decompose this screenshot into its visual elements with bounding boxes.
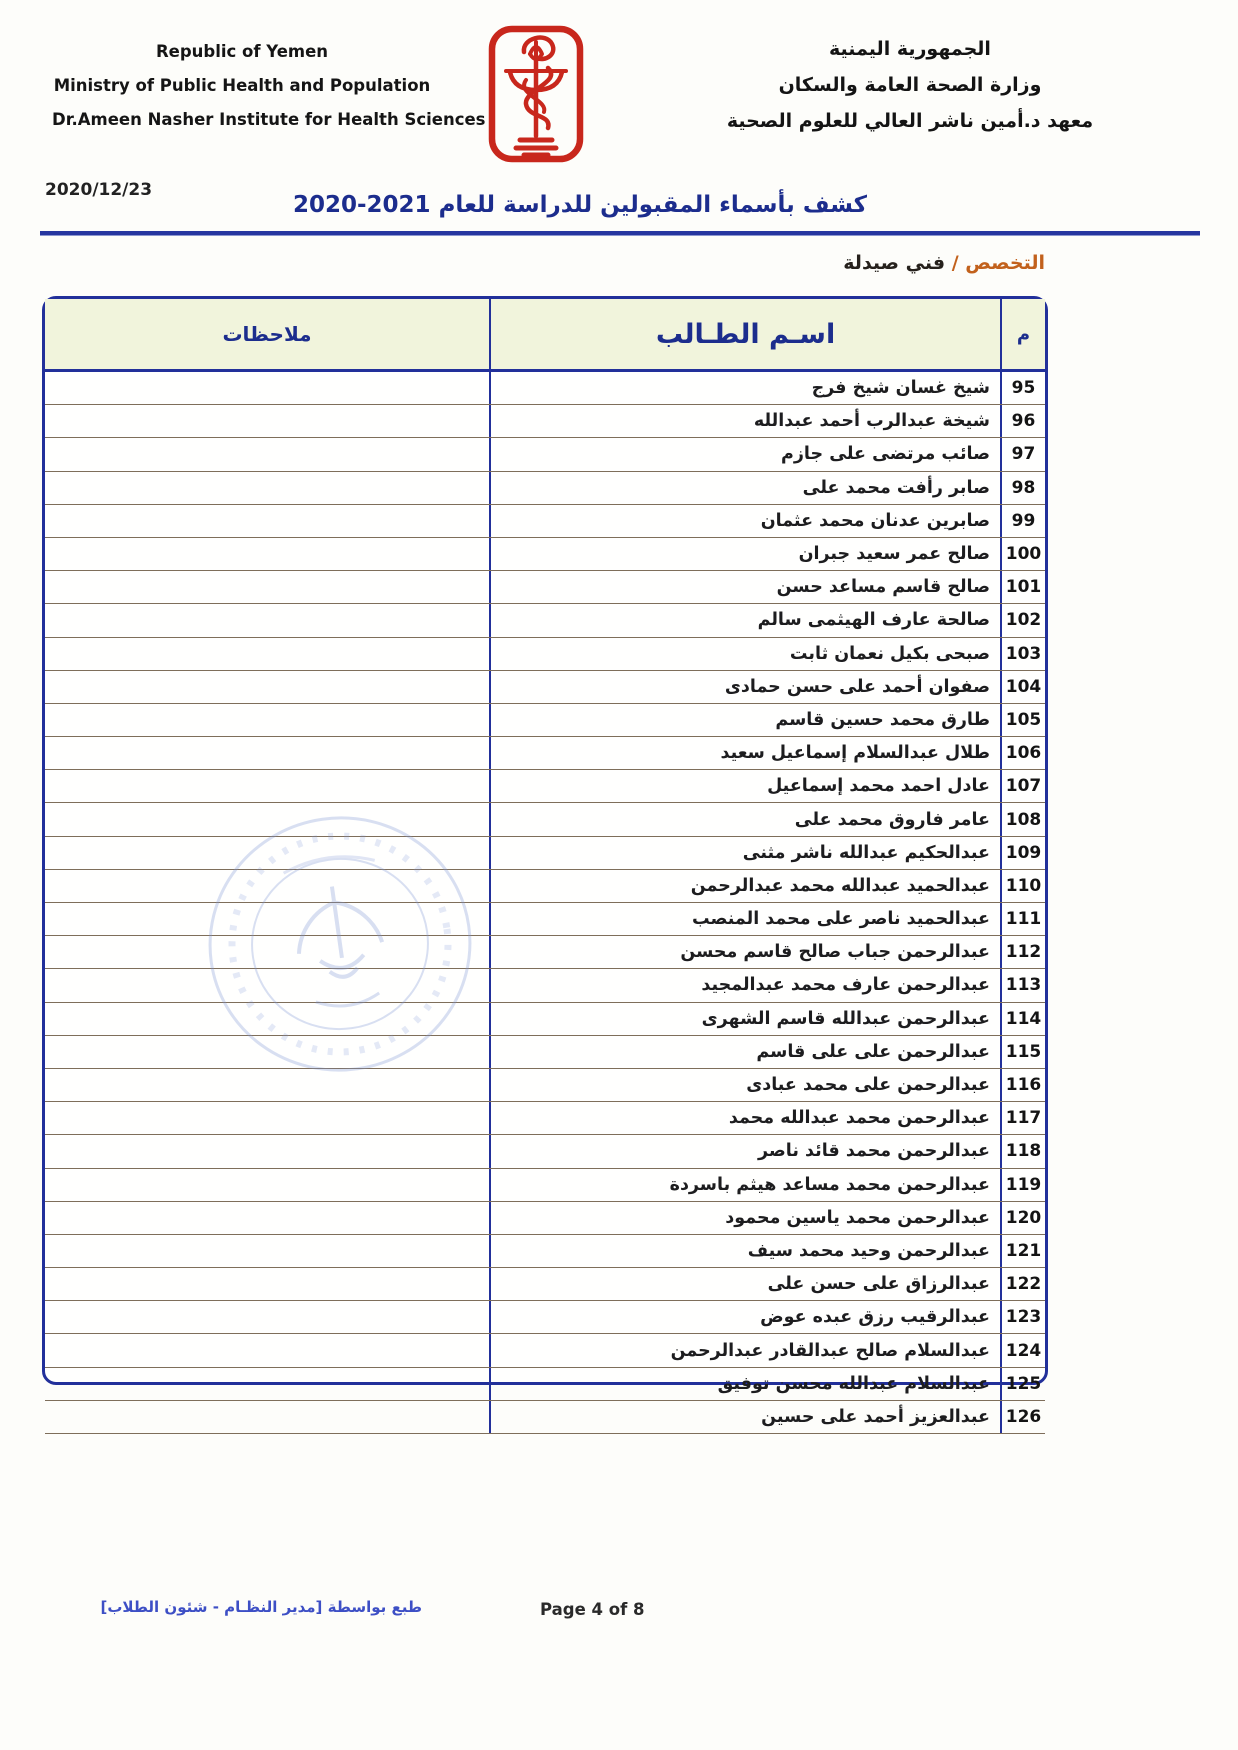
student-name-cell: عادل احمد محمد إسماعيل [491,770,1002,802]
printed-by-note: طبع بواسطة [مدير النظـام - شئون الطلاب] [100,1598,422,1616]
row-number-cell: 117 [1005,1108,1042,1129]
row-number-cell: 104 [1005,676,1042,697]
student-name-cell: عامر فاروق محمد على [491,803,1002,835]
notes-cell [45,438,491,470]
student-name-cell: صالح قاسم مساعد حسن [491,571,1002,603]
notes-cell [45,1036,491,1068]
row-number-cell: 102 [1005,610,1042,631]
student-name-cell: عبدالعزيز أحمد على حسين [491,1401,1002,1433]
institute-emblem-icon [486,24,586,166]
notes-cell [45,604,491,636]
student-name-cell: عبدالرحمن جباب صالح قاسم محسن [491,936,1002,968]
row-number-cell: 119 [1005,1174,1042,1195]
row-number-cell: 109 [1005,842,1042,863]
student-name-cell: صائب مرتضى على جازم [491,438,1002,470]
row-number-cell: 111 [1005,909,1042,930]
row-number-cell: 103 [1005,643,1042,664]
student-name-column-header: اسـم الطـالب [491,299,1002,369]
specialization-line [42,252,1045,274]
student-name-cell: عبدالرحمن محمد مساعد هيثم باسردة [491,1169,1002,1201]
specialization-value: فني صيدلة [843,252,946,274]
row-number-cell: 96 [1011,411,1036,432]
table-row [45,903,1045,936]
table-header-row [45,299,1045,372]
notes-cell [45,770,491,802]
student-name-cell: طلال عبدالسلام إسماعيل سعيد [491,737,1002,769]
row-number-cell: 101 [1005,577,1042,598]
notes-cell [45,1235,491,1267]
notes-cell [45,1301,491,1333]
row-number-cell: 95 [1011,378,1036,399]
student-name-cell: عبدالسلام عبدالله محسن توفيق [491,1368,1002,1400]
student-name-cell: طارق محمد حسين قاسم [491,704,1002,736]
notes-cell [45,1169,491,1201]
row-number-cell: 123 [1005,1307,1042,1328]
row-number-cell: 120 [1005,1207,1042,1228]
notes-cell [45,638,491,670]
table-row [45,372,1045,405]
table-row [45,538,1045,571]
table-row [45,737,1045,770]
notes-cell [45,837,491,869]
notes-cell [45,969,491,1001]
student-name-cell: عبدالحميد عبدالله محمد عبدالرحمن [491,870,1002,902]
institute-name-ar: معهد د.أمين ناشر العالي للعلوم الصحية [726,110,1094,132]
notes-cell [45,1334,491,1366]
row-number-cell: 124 [1005,1340,1042,1361]
table-row [45,405,1045,438]
page-number: Page 4 of 8 [540,1600,645,1619]
institute-name-en: Dr.Ameen Nasher Institute for Health Sciences [52,110,486,129]
row-number-cell: 116 [1005,1075,1042,1096]
title-divider [40,231,1200,236]
table-row [45,1301,1045,1334]
students-table [42,296,1048,1427]
student-name-cell: عبدالحكيم عبدالله ناشر مثنى [491,837,1002,869]
student-name-cell: صابر رأفت محمد على [491,472,1002,504]
table-row [45,505,1045,538]
row-number-cell: 114 [1005,1008,1042,1029]
table-row [45,1202,1045,1235]
student-name-cell: شيخ غسان شيخ فرج [491,372,1002,404]
student-name-cell: صالح عمر سعيد جبران [491,538,1002,570]
notes-cell [45,405,491,437]
table-row [45,837,1045,870]
student-name-cell: صفوان أحمد على حسن حمادى [491,671,1002,703]
table-row [45,1169,1045,1202]
notes-cell [45,571,491,603]
table-row [45,803,1045,836]
number-column-header: م [1016,323,1031,345]
student-name-cell: عبدالرحمن عارف محمد عبدالمجيد [491,969,1002,1001]
table-row [45,1401,1045,1434]
ministry-name-ar: وزارة الصحة العامة والسكان [778,74,1042,96]
row-number-cell: 106 [1005,743,1042,764]
notes-cell [45,1368,491,1400]
row-number-cell: 112 [1005,942,1042,963]
student-name-cell: صابرين عدنان محمد عثمان [491,505,1002,537]
notes-cell [45,870,491,902]
row-number-cell: 97 [1011,444,1036,465]
notes-cell [45,1401,491,1433]
table-row [45,1268,1045,1301]
notes-cell [45,803,491,835]
student-name-cell: عبدالرحمن محمد قائد ناصر [491,1135,1002,1167]
notes-column-header: ملاحظات [45,299,491,369]
student-name-cell: عبدالحميد ناصر على محمد المنصب [491,903,1002,935]
student-name-cell: عبدالرزاق على حسن على [491,1268,1002,1300]
row-number-cell: 113 [1005,975,1042,996]
table-row [45,438,1045,471]
student-name-cell: صبحى بكيل نعمان ثابت [491,638,1002,670]
notes-cell [45,1069,491,1101]
row-number-cell: 125 [1005,1373,1042,1394]
header-arabic [700,38,1120,146]
student-name-cell: عبدالسلام صالح عبدالقادر عبدالرحمن [491,1334,1002,1366]
table-row [45,969,1045,1002]
table-row [45,604,1045,637]
row-number-cell: 126 [1005,1406,1042,1427]
row-number-cell: 107 [1005,776,1042,797]
country-name-en: Republic of Yemen [155,42,329,61]
row-number-cell: 122 [1005,1274,1042,1295]
notes-cell [45,372,491,404]
print-date: 2020/12/23 [45,180,153,200]
row-number-cell: 118 [1005,1141,1042,1162]
table-body [45,372,1045,1434]
student-name-cell: عبدالرحمن وحيد محمد سيف [491,1235,1002,1267]
student-name-cell: صالحة عارف الهيثمى سالم [491,604,1002,636]
table-row [45,638,1045,671]
row-number-cell: 99 [1011,510,1036,531]
row-number-cell: 100 [1005,544,1042,565]
table-row [45,1069,1045,1102]
table-row [45,1135,1045,1168]
table-row [45,1003,1045,1036]
notes-cell [45,1003,491,1035]
table-row [45,1102,1045,1135]
student-name-cell: عبدالرحمن على على قاسم [491,1036,1002,1068]
row-number-cell: 98 [1011,477,1036,498]
student-name-cell: عبدالرحمن على محمد عبادى [491,1069,1002,1101]
student-name-cell: شيخة عبدالرب أحمد عبدالله [491,405,1002,437]
table-row [45,1235,1045,1268]
row-number-cell: 105 [1005,709,1042,730]
document-title: كشف بأسماء المقبولين للدراسة للعام 2021-2020 [292,192,868,218]
table-row [45,1334,1045,1367]
notes-cell [45,903,491,935]
table-row [45,1368,1045,1401]
row-number-cell: 110 [1005,875,1042,896]
notes-cell [45,1268,491,1300]
table-row [45,936,1045,969]
table-row [45,1036,1045,1069]
specialization-label: التخصص / [945,252,1045,274]
notes-cell [45,538,491,570]
notes-cell [45,737,491,769]
ministry-name-en: Ministry of Public Health and Population [53,76,431,95]
table-row [45,571,1045,604]
country-name-ar: الجمهورية اليمنية [829,38,991,60]
notes-cell [45,671,491,703]
table-row [45,472,1045,505]
notes-cell [45,1102,491,1134]
row-number-cell: 115 [1005,1041,1042,1062]
header-english [52,42,486,144]
table-row [45,870,1045,903]
row-number-cell: 108 [1005,809,1042,830]
row-number-cell: 121 [1005,1240,1042,1261]
notes-cell [45,472,491,504]
notes-cell [45,1135,491,1167]
notes-cell [45,704,491,736]
student-name-cell: عبدالرقيب رزق عبده عوض [491,1301,1002,1333]
student-name-cell: عبدالرحمن محمد عبدالله محمد [491,1102,1002,1134]
student-name-cell: عبدالرحمن محمد ياسين محمود [491,1202,1002,1234]
table-row [45,704,1045,737]
notes-cell [45,1202,491,1234]
student-name-cell: عبدالرحمن عبدالله قاسم الشهرى [491,1003,1002,1035]
notes-cell [45,505,491,537]
notes-cell [45,936,491,968]
table-row [45,671,1045,704]
table-row [45,770,1045,803]
